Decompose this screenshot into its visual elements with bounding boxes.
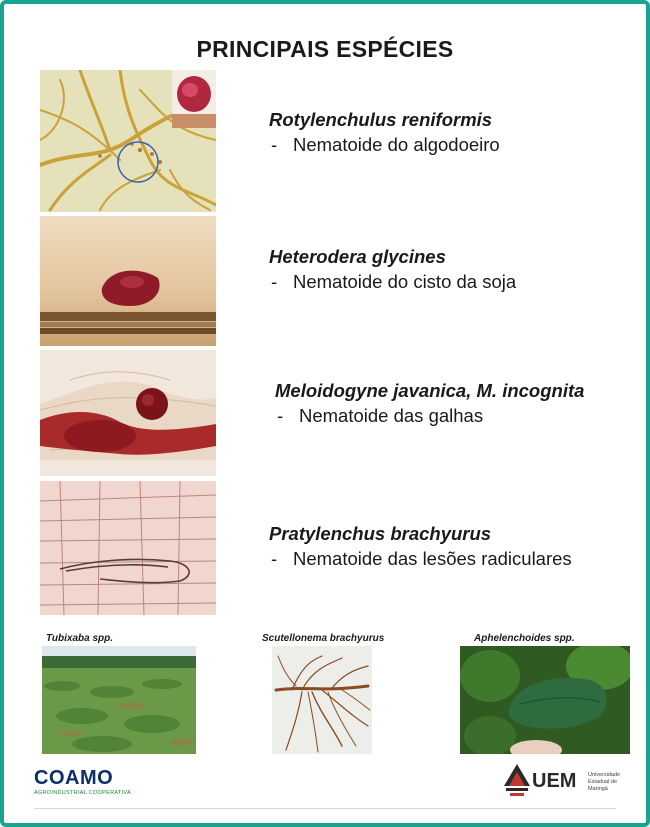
species-common-name: Nematoide das galhas [299, 405, 484, 426]
caption-aphelenchoides: Aphelenchoides spp. [474, 633, 575, 644]
footer-divider [34, 808, 616, 809]
coamo-logo-text: COAMO [34, 767, 114, 789]
photo-leaf [460, 646, 630, 754]
caption-scutellonema: Scutellonema brachyurus [262, 633, 385, 644]
species-entry [269, 244, 516, 294]
species-scientific-name: Meloidogyne javanica, M. incognita [275, 380, 585, 401]
photo-rotylenchulus-roots [40, 70, 216, 212]
species-scientific-name: Pratylenchus brachyurus [269, 523, 492, 544]
uem-emblem-icon [502, 762, 532, 802]
page-title: PRINCIPAIS ESPÉCIES [196, 36, 454, 62]
photo-heterodera-cyst [40, 216, 216, 346]
bullet-dash: - [271, 548, 278, 569]
photo-field [42, 646, 196, 754]
species-common-name: Nematoide das lesões radiculares [293, 548, 572, 569]
species-entry [269, 521, 572, 571]
species-common-name: Nematoide do cisto da soja [293, 271, 517, 292]
caption-tubixaba: Tubixaba spp. [46, 633, 114, 644]
species-entry [275, 378, 584, 428]
photo-roots [272, 646, 372, 754]
coamo-logo [34, 768, 134, 796]
bullet-dash: - [271, 271, 278, 292]
photo-meloidogyne-gall [40, 350, 216, 476]
species-common-name: Nematoide do algodoeiro [293, 134, 500, 155]
uem-logo [502, 762, 632, 802]
uem-logo-text: UEM [532, 770, 577, 792]
species-entry [269, 107, 500, 157]
bullet-dash: - [271, 134, 278, 155]
species-scientific-name: Heterodera glycines [269, 246, 446, 267]
photo-pratylenchus-tissue [40, 481, 216, 615]
coamo-logo-tagline: AGROINDUSTRIAL COOPERATIVA [34, 790, 131, 796]
species-scientific-name: Rotylenchulus reniformis [269, 109, 493, 130]
uem-logo-tagline: Universidade Estadual de Maringá [588, 772, 621, 792]
bullet-dash: - [277, 405, 284, 426]
